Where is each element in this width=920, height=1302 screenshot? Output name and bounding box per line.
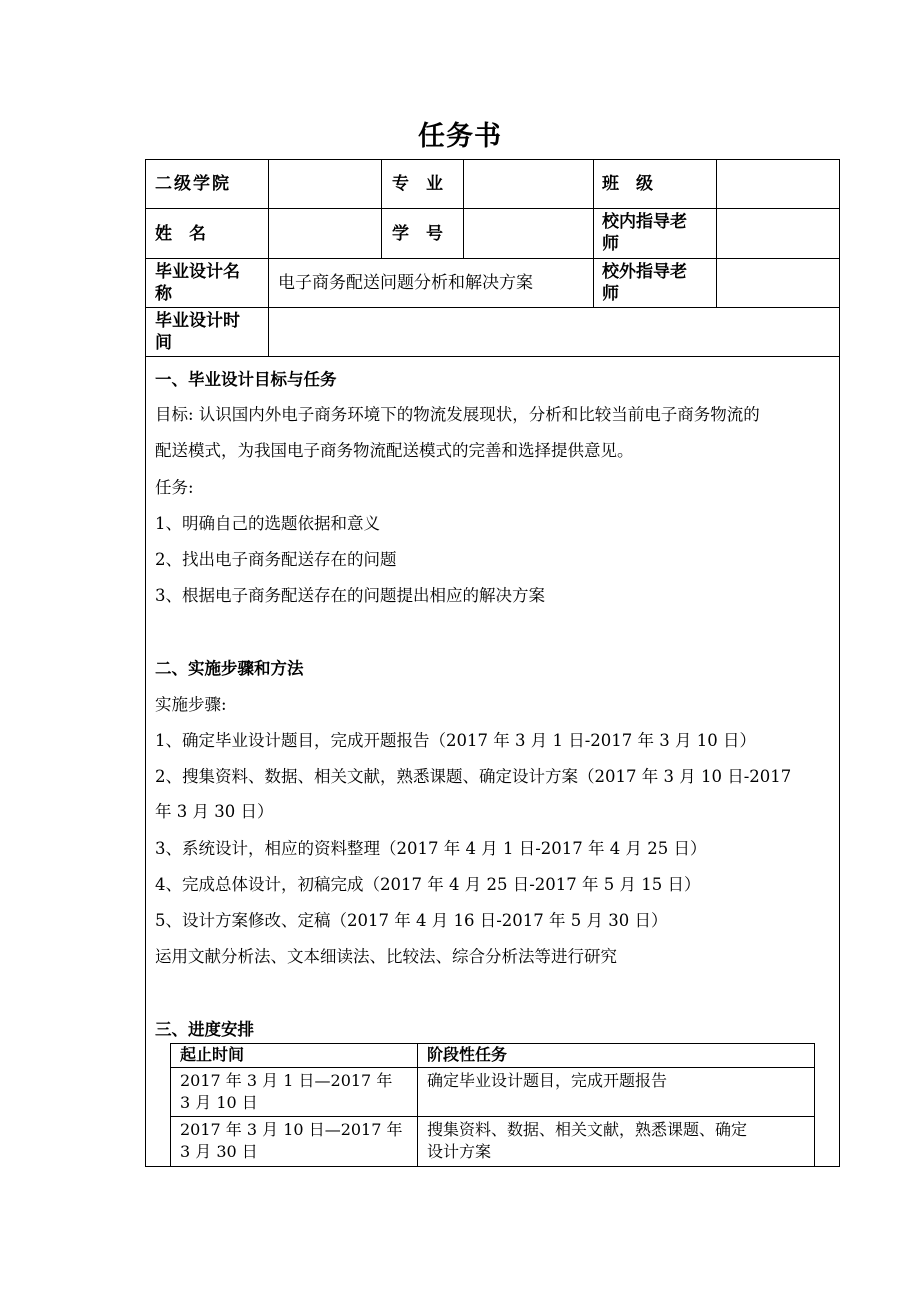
name-label: 姓 名 (155, 224, 206, 244)
section1-heading: 一、毕业设计目标与任务 (155, 370, 337, 389)
class-label: 班 级 (602, 174, 653, 194)
schedule-header-task: 阶段性任务 (427, 1045, 508, 1064)
schedule-col-divider (417, 1043, 418, 1167)
step-item: 年 3 月 30 日） (155, 802, 274, 821)
step-item: 2、搜集资料、数据、相关文献，熟悉课题、确定设计方案（2017 年 3 月 10 日-2017 (155, 767, 792, 786)
row-divider (145, 208, 840, 209)
col-divider (716, 159, 717, 307)
step-item: 3、系统设计，相应的资料整理（2017 年 4 月 1 日-2017 年 4 月 25 日） (155, 839, 707, 858)
goal-text-line: 配送模式，为我国电子商务物流配送模式的完善和选择提供意见。 (155, 441, 634, 460)
col-divider (381, 159, 382, 258)
outer-advisor-label: 校外指导老 师 (602, 262, 687, 304)
section2-heading: 二、实施步骤和方法 (155, 659, 304, 678)
schedule-row-task: 搜集资料、数据、相关文献，熟悉课题、确定 设计方案 (427, 1120, 748, 1161)
schedule-table (170, 1043, 815, 1167)
step-item: 1、确定毕业设计题目，完成开题报告（2017 年 3 月 1 日-2017 年 3 月 10 日） (155, 731, 756, 750)
inner-advisor-label: 校内指导老 师 (602, 212, 687, 254)
major-label: 专 业 (392, 174, 443, 194)
row-divider (145, 356, 840, 357)
row-divider (145, 258, 840, 259)
section3-heading: 三、进度安排 (155, 1020, 254, 1039)
schedule-header-time: 起止时间 (180, 1045, 245, 1064)
col-divider (593, 159, 594, 307)
design-time-label: 毕业设计时 间 (155, 311, 240, 353)
step-item: 5、设计方案修改、定稿（2017 年 4 月 16 日-2017 年 5 月 30 日） (155, 911, 668, 930)
task-item: 1、明确自己的选题依据和意义 (155, 514, 380, 533)
col-divider (463, 159, 464, 258)
design-name-label: 毕业设计名 称 (155, 262, 240, 304)
step-item: 4、完成总体设计，初稿完成（2017 年 4 月 25 日-2017 年 5 月 15 日） (155, 875, 701, 894)
schedule-border (814, 1043, 815, 1167)
tasks-label: 任务: (155, 478, 194, 497)
schedule-row-time: 2017 年 3 月 1 日—2017 年 3 月 10 日 (180, 1071, 393, 1112)
schedule-row-task: 确定毕业设计题目，完成开题报告 (427, 1071, 668, 1090)
student-id-label: 学 号 (392, 224, 443, 244)
schedule-border (170, 1043, 171, 1167)
schedule-row-time: 2017 年 3 月 10 日—2017 年 3 月 30 日 (180, 1120, 403, 1161)
methods-text: 运用文献分析法、文本细读法、比较法、综合分析法等进行研究 (155, 947, 617, 966)
task-item: 2、找出电子商务配送存在的问题 (155, 550, 397, 569)
task-item: 3、根据电子商务配送存在的问题提出相应的解决方案 (155, 586, 545, 605)
steps-label: 实施步骤: (155, 695, 227, 714)
col-divider (268, 159, 269, 356)
schedule-row-divider (170, 1116, 815, 1117)
design-name-value: 电子商务配送问题分析和解决方案 (278, 273, 533, 293)
page-title: 任务书 (418, 121, 502, 152)
schedule-row-divider (170, 1067, 815, 1068)
college-label: 二级学院 (155, 174, 231, 194)
row-divider (145, 307, 840, 308)
goal-text-line: 目标: 认识国内外电子商务环境下的物流发展现状，分析和比较当前电子商务物流的 (155, 405, 760, 424)
